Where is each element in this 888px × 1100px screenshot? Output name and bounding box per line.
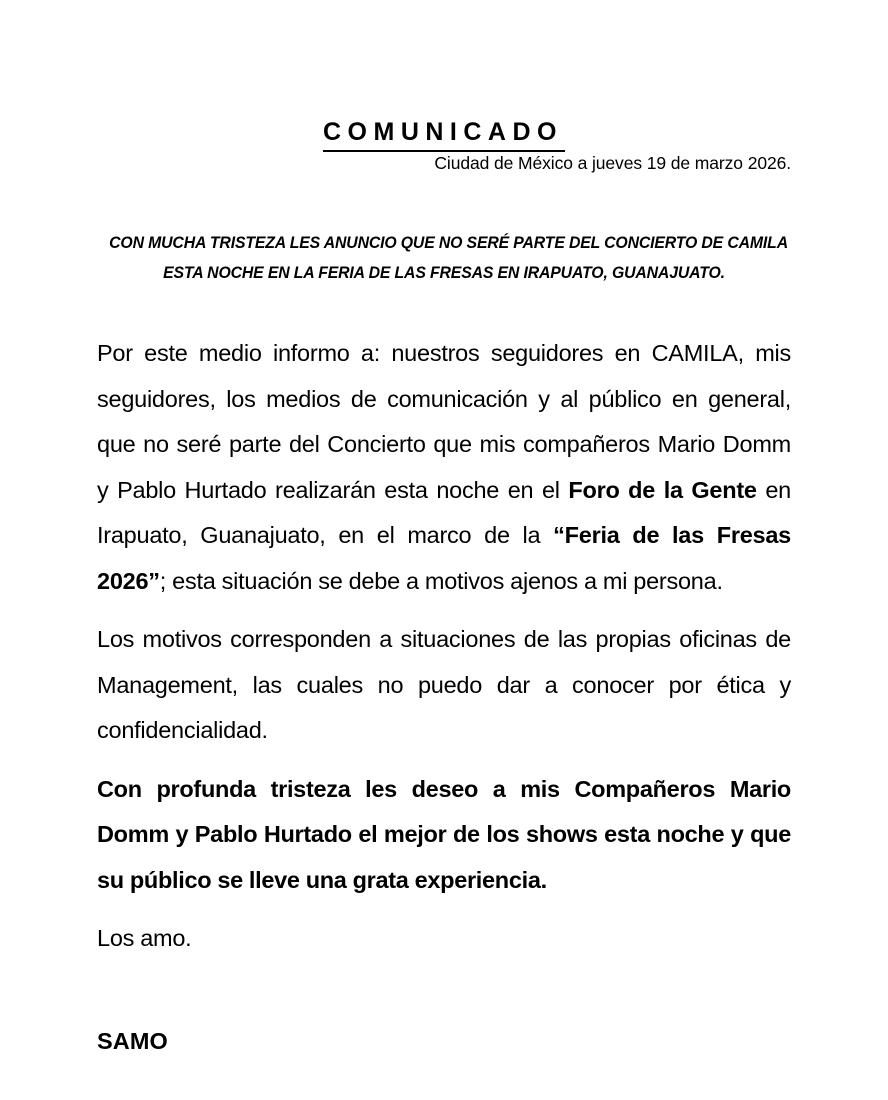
paragraph-4-closing: Los amo. [97, 925, 192, 951]
signature: SAMO [97, 1027, 168, 1054]
paragraph-2: Los motivos corresponden a situaciones de las propias oficinas de Management, las cuales no puedo dar a conocer por ética y confidencialidad. [97, 626, 791, 743]
page-title-text: COMUNICADO [323, 118, 565, 152]
subtitle-line-1: CON MUCHA TRISTEZA LES ANUNCIO QUE NO SERÉ PARTE DEL CONCIERTO DE CAMILA [109, 234, 788, 252]
subtitle-block [109, 228, 788, 288]
event-name-emphasis: “Feria de las Fresas 2026” [97, 522, 792, 594]
paragraph-1-text-c: ; esta situación se debe a motivos ajenos a mi persona. [159, 567, 723, 594]
subtitle-line-2: ESTA NOCHE EN LA FERIA DE LAS FRESAS EN IRAPUATO, GUANAJUATO. [163, 264, 725, 282]
venue-name-emphasis: Foro de la Gente [568, 476, 757, 503]
paragraph-1-text-a: Por este medio informo a: nuestros seguidores en CAMILA, mis seguidores, los medios de comunicación y al público en general, que no seré parte del Concierto que mis compañeros Mario Domm y Pablo Hurtado realizarán esta noche en el [97, 340, 791, 503]
paragraph-1-text-b: en Irapuato, Guanajuato, en el marco de la [97, 476, 791, 548]
page-title [0, 118, 888, 152]
paragraph-3-emphasized: Con profunda tristeza les deseo a mis Compañeros Mario Domm y Pablo Hurtado el mejor de los shows esta noche y que su público se lleve una grata experiencia. [97, 775, 791, 893]
paragraph-1 [97, 331, 791, 604]
document-body [97, 331, 791, 1058]
date-line: Ciudad de México a jueves 19 de marzo 2026. [434, 153, 791, 173]
